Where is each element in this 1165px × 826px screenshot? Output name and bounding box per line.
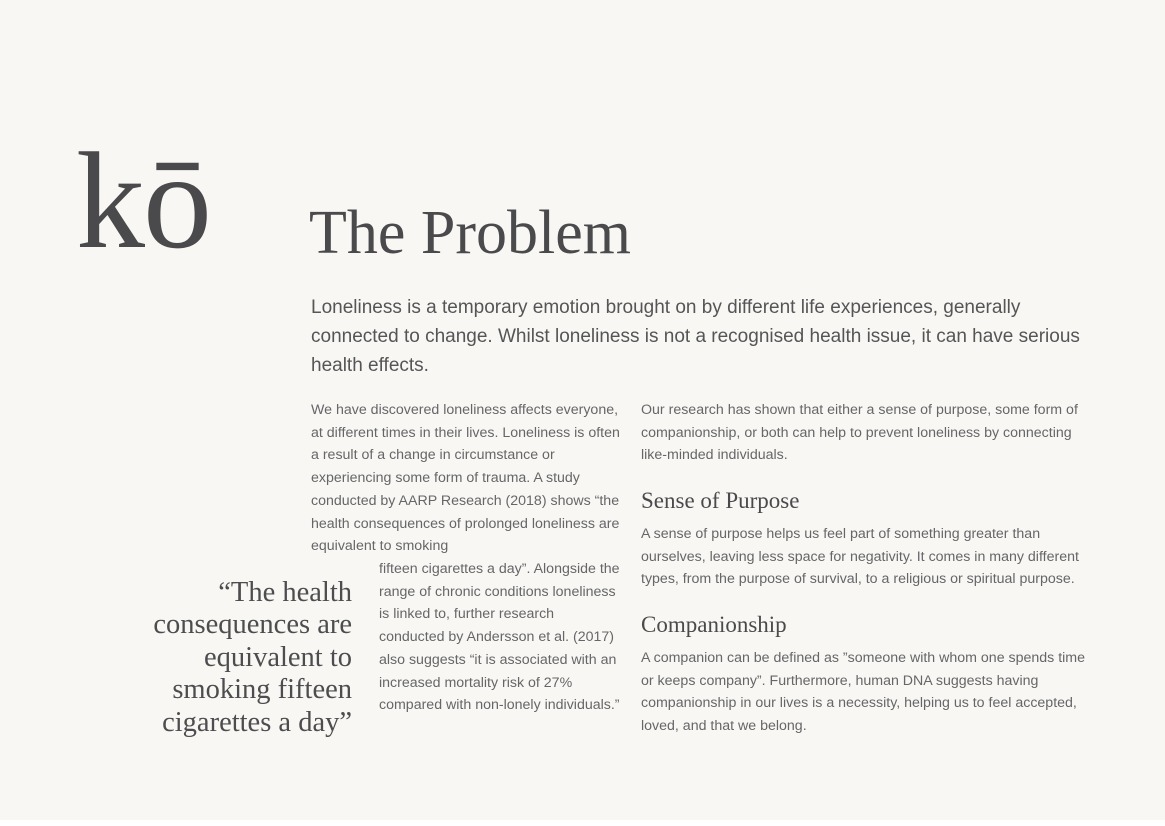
left-column-paragraph-part1: We have discovered loneliness affects everyone, at different times in their lives. Loneliness is often a result of a change in circumstance or experiencing some form of trauma. A study conducted by AARP Research (2018) shows “the health consequences of prolonged loneliness are equivalent to smoking [311, 402, 620, 555]
left-column-paragraph-part2: fifteen cigarettes a day”. Alongside the range of chronic conditions loneliness is linked to, further research conducted by Andersson et al. (2017) also suggests “it is associated with an increased mortality risk of 27% compared with non-lonely individuals.” [379, 561, 620, 714]
page-title: The Problem [309, 199, 631, 267]
companionship-text: A companion can be defined as ”someone with whom one spends time or keeps company”. Furthermore, human DNA suggests having companionship in our lives is a necessity, helping us to feel accepted, loved, and that we belong. [641, 650, 1086, 735]
right-column-intro: Our research has shown that either a sense of purpose, some form of companionship, or both can help to prevent loneliness by connecting like-minded individuals. [641, 402, 1078, 464]
intro-paragraph: Loneliness is a temporary emotion brought on by different life experiences, generally connected to change. Whilst loneliness is not a recognised health issue, it can have serious health effects. [311, 297, 1080, 376]
sense-of-purpose-heading: Sense of Purpose [641, 488, 800, 513]
sense-of-purpose-text: A sense of purpose helps us feel part of something greater than ourselves, leaving less space for negativity. It comes in many different types, from the purpose of survival, to a religious or spiritual purpose. [641, 526, 1079, 588]
brand-logo: kō [76, 124, 210, 277]
companionship-heading: Companionship [641, 612, 787, 637]
pull-quote: “The health consequences are equivalent to smoking fifteen cigarettes a day” [153, 577, 352, 738]
page-bottom-edge [0, 820, 1165, 826]
